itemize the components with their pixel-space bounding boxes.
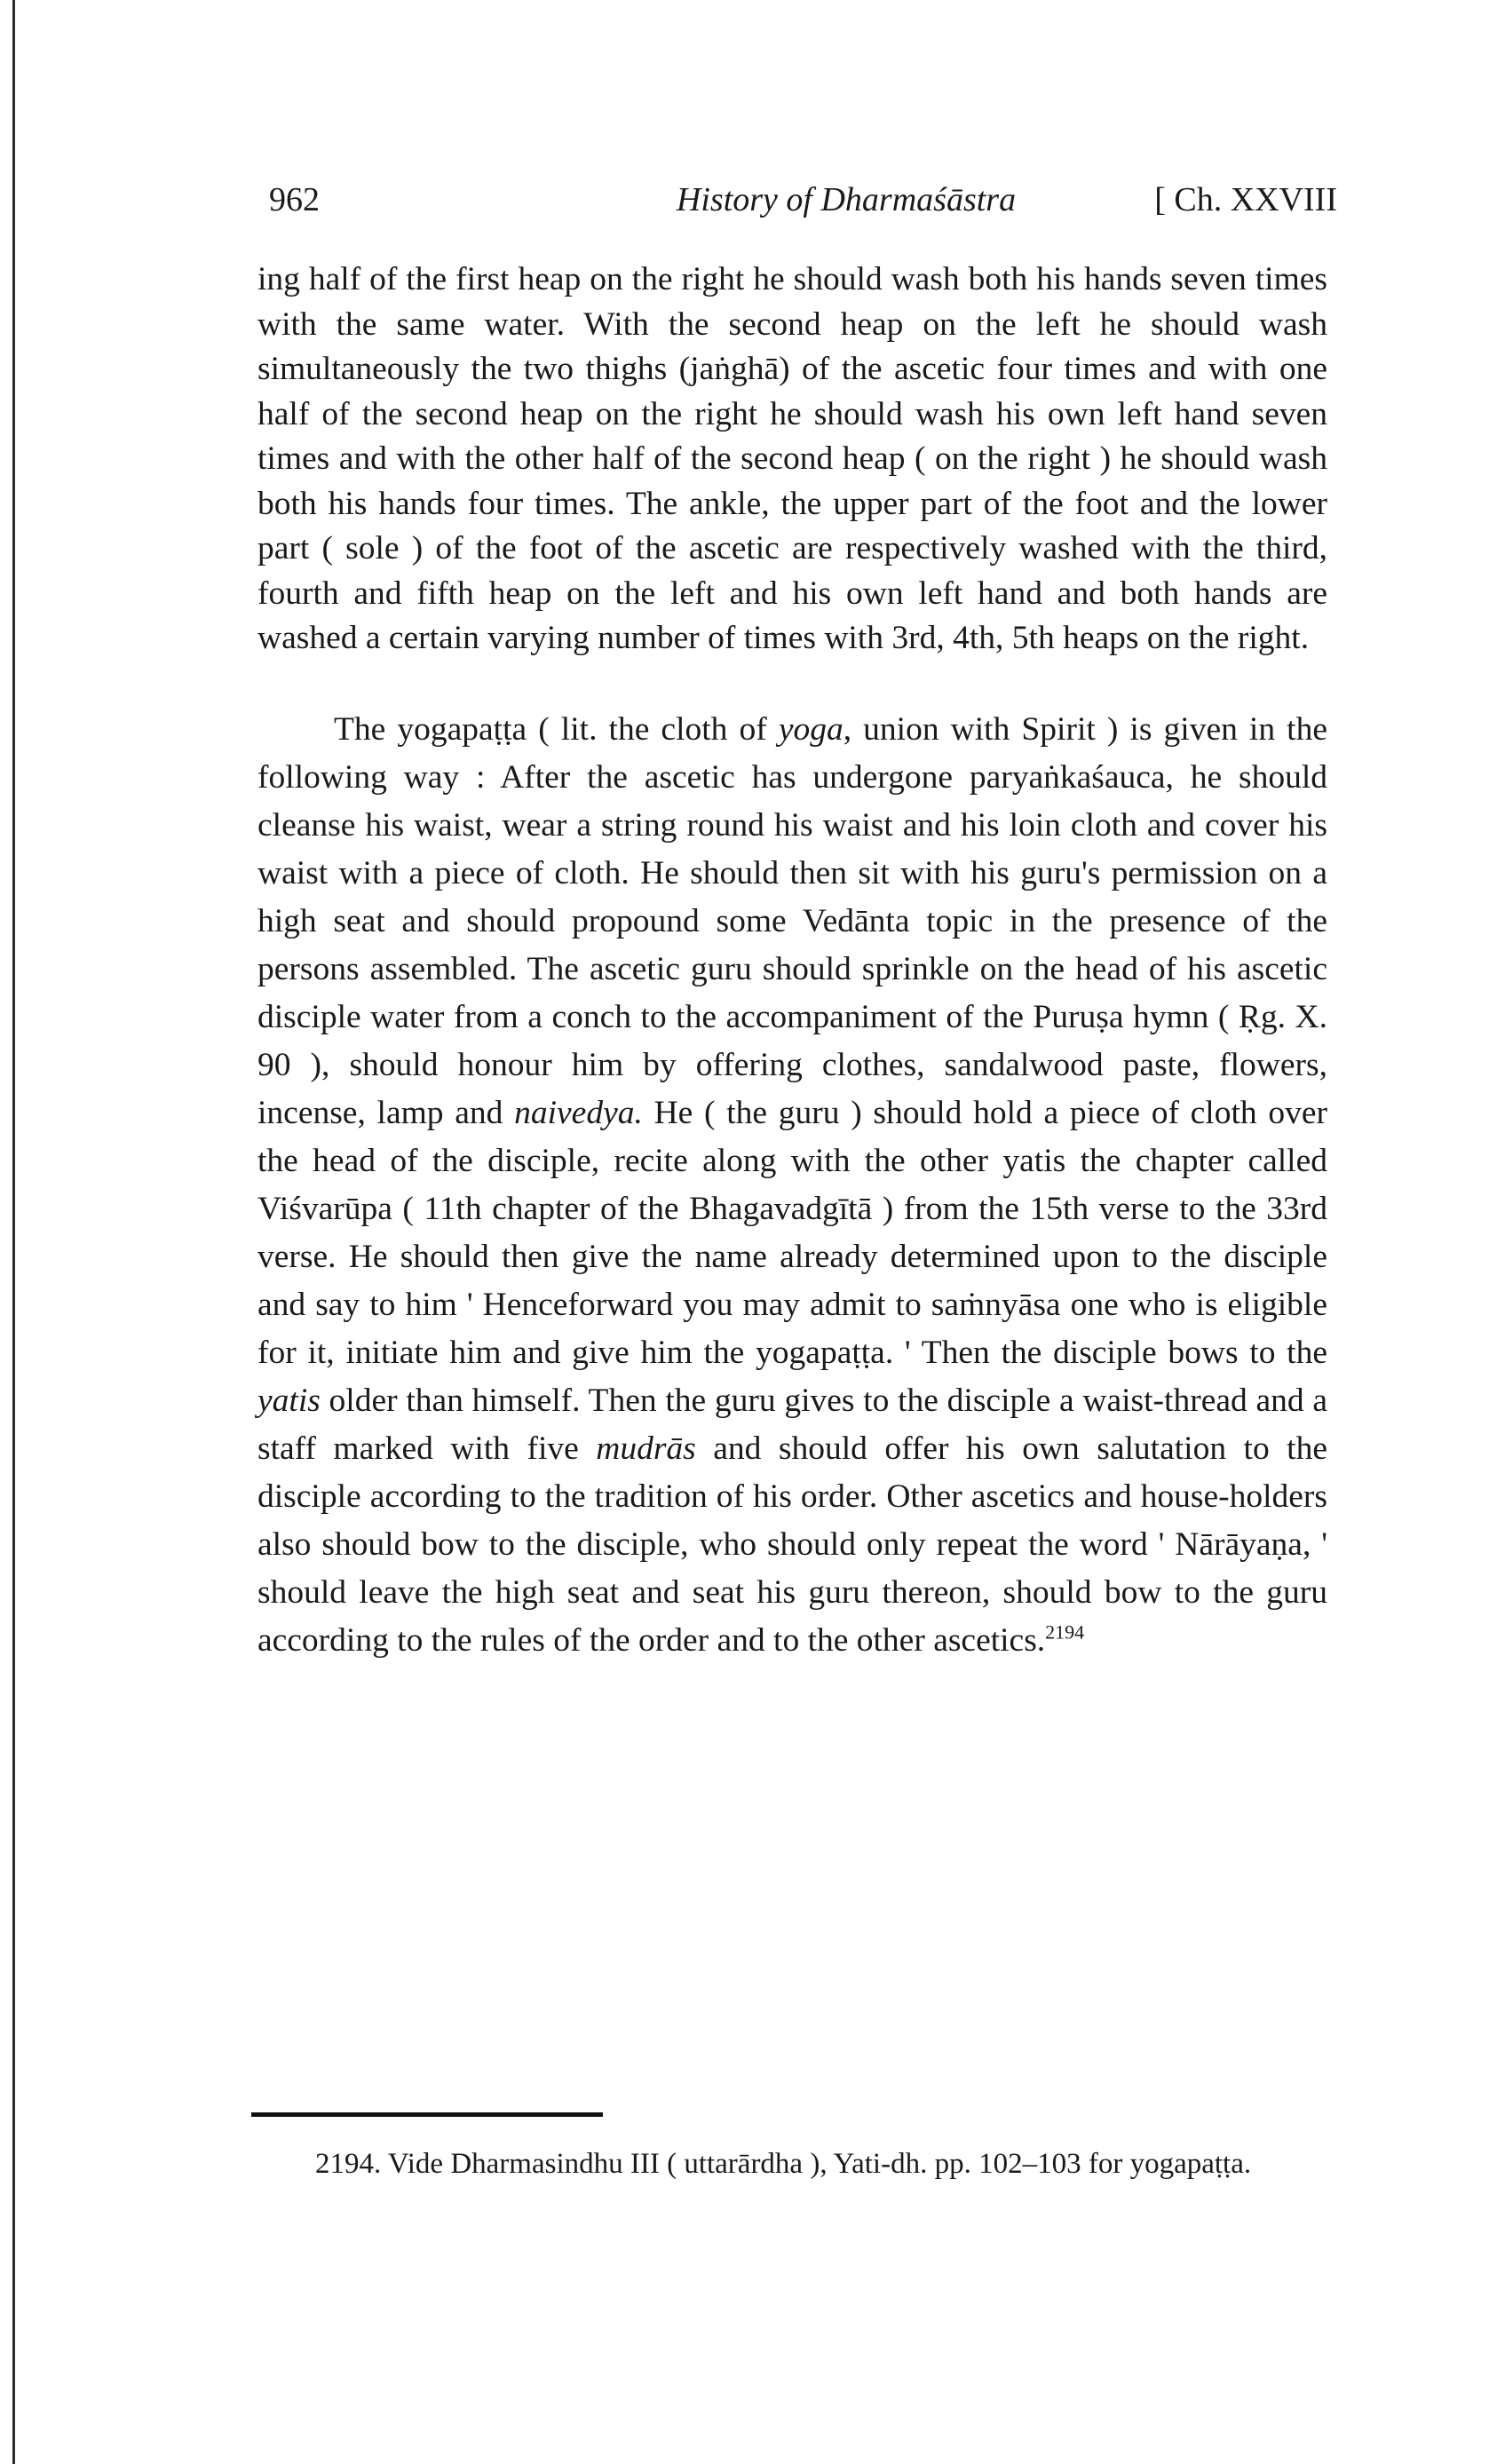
running-title: History of Dharmaśāstra bbox=[676, 181, 1017, 218]
chapter-reference: [ Ch. XXVIII bbox=[1154, 181, 1337, 218]
paragraph-text: older than himself. Then the guru gives to the disciple a waist-thread and a staff marked with five bbox=[257, 1382, 1327, 1467]
paragraph-text: The yogapaṭṭa ( lit. the cloth of bbox=[334, 710, 779, 748]
paragraph-continuation: ing half of the first heap on the right he should wash both his hands seven times with the same water. With the second heap on the left he should wash simultaneously the two thighs (jaṅghā) of the ascetic four times and with one half of the second heap on the right he should wash his own left hand seven times and with the other half of the second heap ( on the right ) he should wash both his hands four times. The ankle, the upper part of the foot and the lower part ( sole ) of the foot of the ascetic are respectively washed with the third, fourth and fifth heap on the left and his own left hand and both hands are washed a certain varying number of times with 3rd, 4th, 5th heaps on the right. bbox=[257, 261, 1327, 656]
footnote-marker[interactable]: 2194 bbox=[1045, 1620, 1085, 1643]
italic-term: naivedya. bbox=[514, 1094, 643, 1131]
italic-term: yoga bbox=[778, 710, 844, 748]
page-header bbox=[269, 180, 1337, 234]
scan-edge-mark bbox=[12, 0, 15, 2464]
main-text bbox=[257, 257, 1327, 1665]
paragraph-yogapatta bbox=[257, 706, 1327, 1665]
paragraph-text: He ( the guru ) should hold a piece of cloth over the head of the disciple, recite along with the other yatis the chapter called Viśvarūpa ( 11th chapter of the Bhagavadgītā ) from the 15th verse to the 33rd verse. He should then give the name already determined upon to the disciple and say to him ' Henceforward you may admit to saṁnyāsa one who is eligible for it, initiate him and give him the yogapaṭṭa. ' Then the disciple bows to the bbox=[257, 1094, 1327, 1371]
footnote-2194: 2194. Vide Dharmasindhu III ( uttarārdha ), Yati-dh. pp. 102–103 for yogapaṭṭa. bbox=[315, 2148, 1252, 2180]
paragraph-text: and should offer his own salutation to the disciple according to the tradition of his order. Other ascetics and house-holders also should bow to the disciple, who should only repeat the word ' Nārāyaṇa, ' should leave the high seat and seat his guru thereon, should bow to the guru according to the rules of the order and to the other ascetics. bbox=[257, 1430, 1327, 1659]
italic-term: mudrās bbox=[596, 1430, 696, 1467]
page-number: 962 bbox=[269, 181, 320, 218]
italic-term: yatis bbox=[257, 1382, 321, 1419]
footnote-divider bbox=[251, 2112, 603, 2117]
paragraph-text: , union with Spirit ) is given in the following way : After the ascetic has undergone paryaṅkaśauca, he should cleanse his waist, wear a string round his waist and his loin cloth and cover his waist with a piece of cloth. He should then sit with his guru's permission on a high seat and should propound some Vedānta topic in the presence of the persons assembled. The ascetic guru should sprinkle on the head of his ascetic disciple water from a conch to the accompaniment of the Puruṣa hymn ( Ṛg. X. 90 ), should honour him by offering clothes, sandalwood paste, flowers, incense, lamp and bbox=[257, 710, 1327, 1131]
